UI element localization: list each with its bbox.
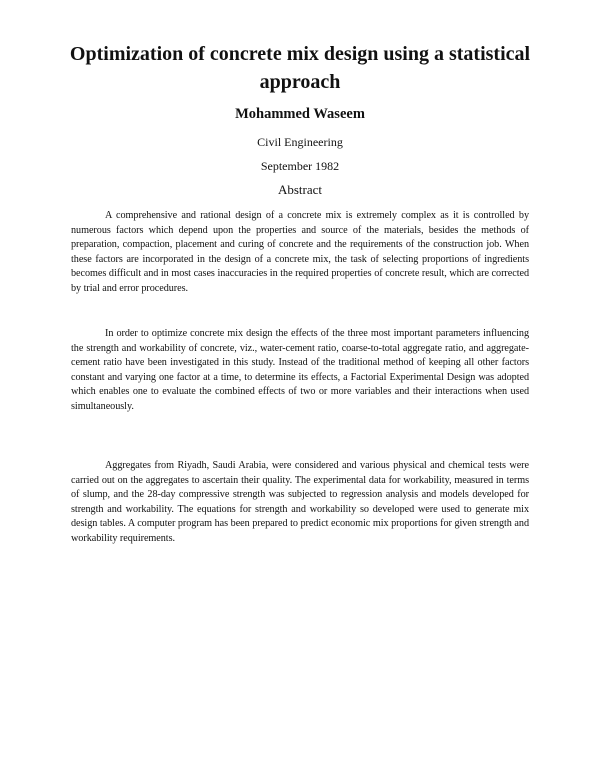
abstract-paragraph: A comprehensive and rational design of a concrete mix is extremely complex as it is controlled by numerous factors which depend upon the properties and source of the materials, besides the methods of preparation, compaction, placement and curing of concrete and the requirements of the construction job. When these factors are incorporated in the design of a concrete mix, the task of selecting proportions of ingredients becomes difficult and in most cases inaccuracies in the required properties of concrete result, which are corrected by trial and error procedures. bbox=[71, 210, 529, 294]
publication-date: September 1982 bbox=[260, 159, 340, 173]
abstract-heading: Abstract bbox=[277, 182, 323, 197]
author-affiliation: Civil Engineering bbox=[257, 135, 343, 149]
paper-title: Optimization of concrete mix design using a statistical approach bbox=[69, 43, 531, 93]
abstract-paragraph: In order to optimize concrete mix design the effects of the three most important parameters influencing the strength and workability of concrete, viz., water-cement ratio, coarse-to-total aggregate ratio, and aggregate-cement ratio have been investigated in this study. Instead of the traditional method of keeping all other factors constant and varying one factor at a time, to determine its effects, a Factorial Experimental Design was adopted which enables one to evaluate the combined effects of two or more variables and their interactions when used simultaneously. bbox=[71, 328, 529, 412]
abstract-paragraph: Aggregates from Riyadh, Saudi Arabia, were considered and various physical and chemical tests were carried out on the aggregates to ascertain their quality. The experimental data for workability, measured in terms of slump, and the 28-day compressive strength was subjected to regression analysis and models developed for strength and workability. The equations for strength and workability so developed were used to generate mix design tables. A computer program has been prepared to predict economic mix proportions for given strength and workability requirements. bbox=[71, 460, 529, 544]
author-name: Mohammed Waseem bbox=[235, 106, 365, 122]
